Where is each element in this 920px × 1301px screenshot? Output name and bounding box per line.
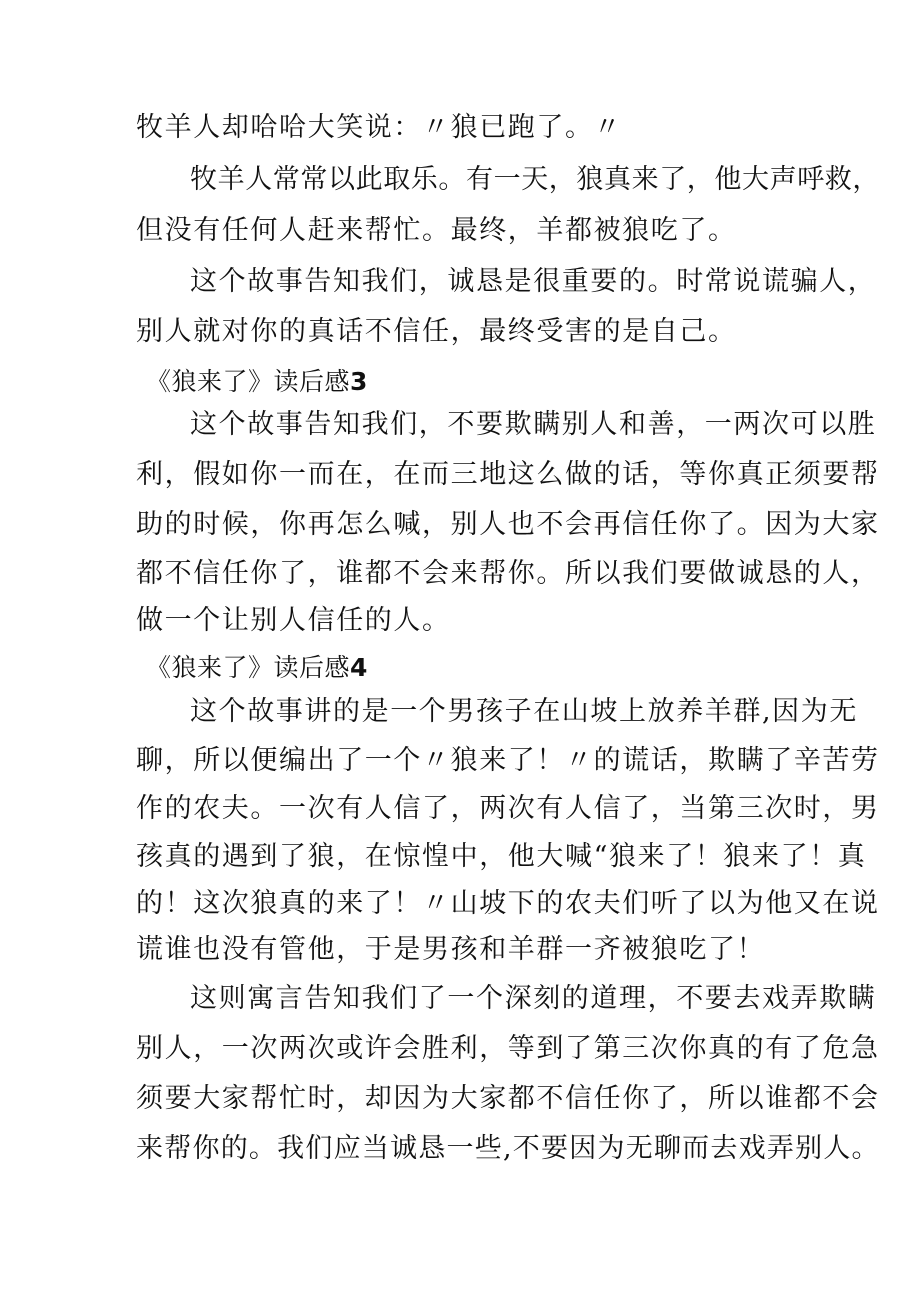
paragraph-line: 别人，一次两次或许会胜利，等到了第三次你真的有了危急 bbox=[136, 1033, 880, 1064]
section-heading-number: 3 bbox=[350, 367, 368, 396]
section-heading bbox=[146, 650, 368, 686]
paragraph-line: 牧羊人却哈哈大笑说：〃狼已跑了。〃 bbox=[136, 112, 623, 143]
paragraph-line: 别人就对你的真话不信任，最终受害的是自己。 bbox=[136, 316, 737, 347]
section-heading bbox=[146, 364, 368, 400]
paragraph-line: 利，假如你一而在，在而三地这么做的话，等你真正须要帮 bbox=[136, 459, 880, 490]
paragraph-line: 这个故事告知我们，不要欺瞒别人和善，一两次可以胜 bbox=[190, 409, 877, 440]
paragraph-line: 孩真的遇到了狼，在惊惶中，他大喊“狼来了！狼来了！真 bbox=[136, 841, 867, 872]
paragraph-line: 牧羊人常常以此取乐。有一天，狼真来了，他大声呼救， bbox=[190, 164, 880, 195]
section-heading-title: 《狼来了》读后感 bbox=[146, 367, 351, 396]
section-heading-number: 4 bbox=[350, 653, 368, 682]
paragraph-line: 做一个让别人信任的人。 bbox=[136, 605, 451, 636]
paragraph-line: 这个故事讲的是一个男孩子在山坡上放养羊群,因为无 bbox=[190, 696, 858, 727]
paragraph-line: 作的农夫。一次有人信了，两次有人信了，当第三次时，男 bbox=[136, 793, 880, 824]
paragraph-line: 助的时候，你再怎么喊，别人也不会再信任你了。因为大家 bbox=[136, 509, 880, 540]
paragraph-line: 聊，所以便编出了一个〃狼来了！〃的谎话，欺瞒了辛苦劳 bbox=[136, 745, 880, 776]
paragraph-line: 须要大家帮忙时，却因为大家都不信任你了，所以谁都不会 bbox=[136, 1083, 880, 1114]
section-heading-title: 《狼来了》读后感 bbox=[146, 653, 351, 682]
paragraph-line: 这个故事告知我们，诚恳是很重要的。时常说谎骗人， bbox=[190, 266, 877, 297]
paragraph-line: 谎谁也没有管他，于是男孩和羊群一齐被狼吃了！ bbox=[136, 934, 766, 965]
paragraph-line: 这则寓言告知我们了一个深刻的道理，不要去戏弄欺瞒 bbox=[190, 983, 877, 1014]
paragraph-line: 的！这次狼真的来了！〃山坡下的农夫们听了以为他又在说 bbox=[136, 888, 880, 919]
paragraph-line: 来帮你的。我们应当诚恳一些,不要因为无聊而去戏弄别人。 bbox=[136, 1133, 880, 1164]
paragraph-line: 都不信任你了，谁都不会来帮你。所以我们要做诚恳的人， bbox=[136, 558, 880, 589]
paragraph-line: 但没有任何人赶来帮忙。最终，羊都被狼吃了。 bbox=[136, 215, 737, 246]
